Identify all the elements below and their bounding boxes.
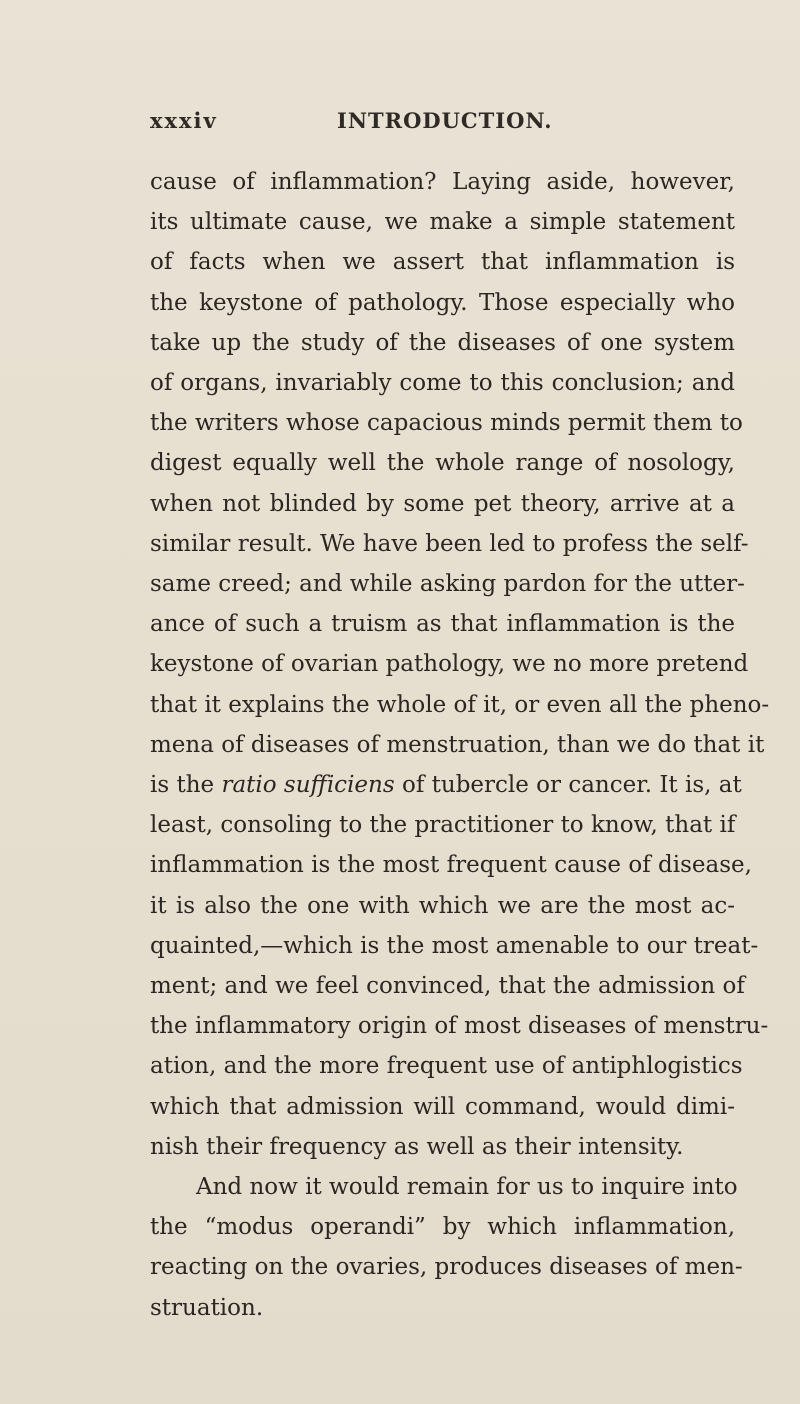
text-line: take up the study of the diseases of one system	[150, 329, 735, 356]
text-line: least, consoling to the practitioner to know, that if	[150, 812, 736, 839]
page-header	[150, 108, 750, 148]
text-line: inflammation is the most frequent cause of disease,	[150, 852, 752, 879]
page-number: xxxiv	[150, 108, 218, 133]
paragraph-2	[150, 1167, 743, 1328]
text-line: reacting on the ovaries, produces diseases of men-	[150, 1254, 743, 1281]
text-line: keystone of ovarian pathology, we no more pretend	[150, 651, 749, 678]
text-line: that it explains the whole of it, or even all the pheno-	[150, 691, 770, 718]
text-line: the “modus operandi” by which inflammation,	[150, 1214, 735, 1241]
body-text	[150, 162, 770, 1328]
text-line: the inflammatory origin of most diseases of menstru-	[150, 1013, 769, 1040]
text-line: digest equally well the whole range of nosology,	[150, 450, 735, 477]
text-line: quainted,—which is the most amenable to our treat-	[150, 932, 759, 959]
text-line: mena of diseases of menstruation, than we do that it	[150, 731, 765, 758]
text-line: it is also the one with which we are the most ac-	[150, 892, 735, 919]
text-line: the writers whose capacious minds permit them to	[150, 410, 743, 437]
text-line: when not blinded by some pet theory, arrive at a	[150, 490, 735, 517]
text-line: similar result. We have been led to profess the self-	[150, 530, 749, 557]
text-line: ment; and we feel convinced, that the admission of	[150, 973, 745, 1000]
running-head: INTRODUCTION.	[337, 108, 553, 133]
text-line: of organs, invariably come to this conclusion; and	[150, 370, 735, 397]
text-line: And now it would remain for us to inquire into	[196, 1174, 738, 1201]
text-line: cause of inflammation? Laying aside, however,	[150, 169, 735, 195]
paragraph-1	[150, 162, 770, 1167]
text-line: same creed; and while asking pardon for the utter-	[150, 571, 745, 598]
text-line: ance of such a truism as that inflammation is the	[150, 611, 735, 638]
text-line: ation, and the more frequent use of antiphlogistics	[150, 1053, 743, 1080]
text-line: the keystone of pathology. Those especially who	[150, 289, 735, 316]
text-line: its ultimate cause, we make a simple statement	[150, 209, 735, 236]
text-line: nish their frequency as well as their intensity.	[150, 1133, 684, 1160]
latin-phrase: ratio sufficiens	[221, 772, 395, 799]
text-line: struation.	[150, 1294, 264, 1321]
text-line: which that admission will command, would dimi-	[150, 1093, 735, 1120]
text-line-with-italic: is the ratio sufficiens of tubercle or cancer. It is, at	[150, 772, 742, 799]
text-line: of facts when we assert that inflammation is	[150, 249, 735, 276]
